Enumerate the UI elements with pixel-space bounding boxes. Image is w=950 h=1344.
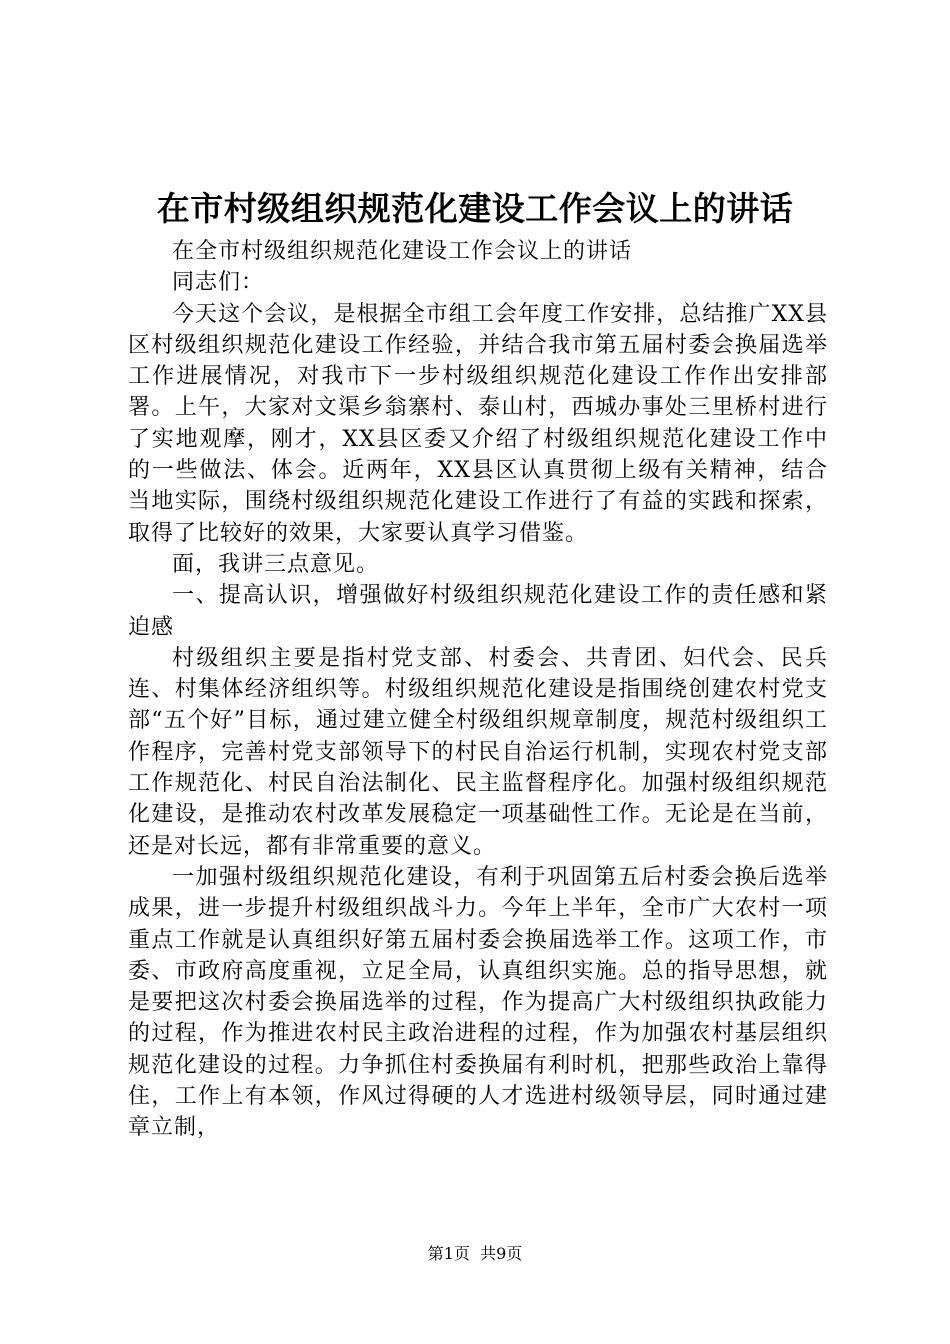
page-total: 共9页 <box>480 1244 523 1263</box>
body-paragraph: 今天这个会议，是根据全市组工会年度工作安排，总结推广XX县区村级组织规范化建设工作经验，并结合我市第五届村委会换届选举工作进展情况，对我市下一步村级组织规范化建设工作作出安排部署。上午，大家对文渠乡翁寨村、泰山村，西城办事处三里桥村进行了实地观摩，刚才，XX县区委又介绍了村级组织规范化建设工作中的一些做法、体会。近两年，XX县区认真贯彻上级有关精神，结合当地实际，围绕村级组织规范化建设工作进行了有益的实践和探索，取得了比较好的效果，大家要认真学习借鉴。 <box>128 301 828 546</box>
body-paragraph: 村级组织主要是指村党支部、村委会、共青团、妇代会、民兵连、村集体经济组织等。村级组织规范化建设是指围绕创建农村党支部“五个好”目标，通过建立健全村级组织规章制度，规范村级组织工作程序，完善村党支部领导下的村民自治运行机制，实现农村党支部工作规范化、村民自治法制化、民主监督程序化。加强村级组织规范化建设，是推动农村改革发展稳定一项基础性工作。无论是在当前，还是对长远，都有非常重要的意义。 <box>128 645 828 859</box>
page-footer <box>0 1243 950 1265</box>
body-paragraph: 一加强村级组织规范化建设，有利于巩固第五后村委会换后选举成果，进一步提升村级组织战斗力。今年上半年，全市广大农村一项重点工作就是认真组织好第五届村委会换届选举工作。这项工作，市委、市政府高度重视，立足全局，认真组织实施。总的指导思想，就是要把这次村委会换届选举的过程，作为提高广大村级组织执政能力的过程，作为推进农村民主政治进程的过程，作为加强农村基层组织规范化建设的过程。力争抓住村委换届有利时机，把那些政治上靠得住，工作上有本领，作风过得硬的人才选进村级领导层，同时通过建章立制， <box>128 864 828 1141</box>
salutation-paragraph: 同志们： <box>172 270 265 296</box>
page-number: 第1页 <box>427 1244 470 1263</box>
document-body <box>128 236 828 1144</box>
section-heading: 一、提高认识，增强做好村级组织规范化建设工作的责任感和紧迫感 <box>128 583 828 640</box>
subtitle-paragraph: 在全市村级组织规范化建设工作会议上的讲话 <box>172 239 633 264</box>
body-paragraph: 面，我讲三点意见。 <box>172 551 380 577</box>
document-title: 在市村级组织规范化建设工作会议上的讲话 <box>156 189 794 228</box>
